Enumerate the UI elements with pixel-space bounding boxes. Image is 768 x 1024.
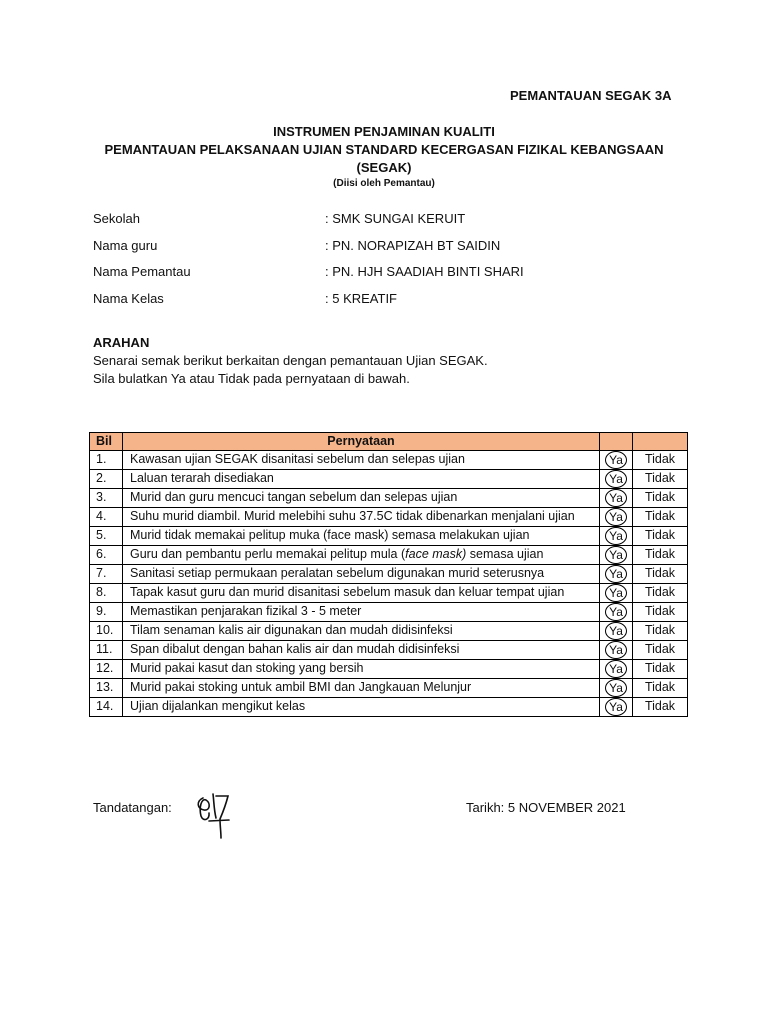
col-ya-header bbox=[600, 433, 633, 451]
tidak-option[interactable]: Tidak bbox=[633, 584, 688, 603]
title-note: (Diisi oleh Pemantau) bbox=[333, 178, 435, 189]
col-tidak-header bbox=[633, 433, 688, 451]
ya-option[interactable]: Ya bbox=[605, 584, 627, 602]
row-number: 3. bbox=[90, 489, 123, 508]
document-code: PEMANTAUAN SEGAK 3A bbox=[510, 88, 672, 103]
tidak-option[interactable]: Tidak bbox=[633, 451, 688, 470]
pemantau-value: : PN. HJH SAADIAH BINTI SHARI bbox=[325, 264, 524, 279]
row-number: 9. bbox=[90, 603, 123, 622]
row-statement: Laluan terarah disediakan bbox=[123, 470, 600, 489]
table-row bbox=[90, 489, 688, 508]
ya-option[interactable]: Ya bbox=[605, 641, 627, 659]
row-statement: Suhu murid diambil. Murid melebihi suhu 37.5C tidak dibenarkan menjalani ujian bbox=[123, 508, 600, 527]
ya-option[interactable]: Ya bbox=[605, 527, 627, 545]
ya-option-cell[interactable] bbox=[600, 489, 633, 508]
ya-option[interactable]: Ya bbox=[605, 470, 627, 488]
ya-option[interactable]: Ya bbox=[605, 489, 627, 507]
tidak-option[interactable]: Tidak bbox=[633, 603, 688, 622]
row-statement: Murid pakai kasut dan stoking yang bersih bbox=[123, 660, 600, 679]
ya-option-cell[interactable] bbox=[600, 584, 633, 603]
statement-text-pre: Guru dan pembantu perlu memakai pelitup mula ( bbox=[130, 547, 406, 561]
ya-option-cell[interactable] bbox=[600, 679, 633, 698]
table-row bbox=[90, 603, 688, 622]
table-row bbox=[90, 698, 688, 717]
guru-value: : PN. NORAPIZAH BT SAIDIN bbox=[325, 238, 501, 253]
ya-option-cell[interactable] bbox=[600, 546, 633, 565]
row-number: 4. bbox=[90, 508, 123, 527]
table-row bbox=[90, 451, 688, 470]
row-number: 10. bbox=[90, 622, 123, 641]
table-row bbox=[90, 546, 688, 565]
row-statement: Murid pakai stoking untuk ambil BMI dan Jangkauan Melunjur bbox=[123, 679, 600, 698]
table-row bbox=[90, 584, 688, 603]
instructions bbox=[93, 334, 488, 388]
ya-option-cell[interactable] bbox=[600, 622, 633, 641]
signature-image bbox=[193, 788, 237, 845]
row-number: 11. bbox=[90, 641, 123, 660]
ya-option[interactable]: Ya bbox=[605, 603, 627, 621]
ya-option-cell[interactable] bbox=[600, 641, 633, 660]
table-row bbox=[90, 660, 688, 679]
instructions-line-2: Sila bulatkan Ya atau Tidak pada pernyataan di bawah. bbox=[93, 371, 410, 386]
row-statement: Murid tidak memakai pelitup muka (face mask) semasa melakukan ujian bbox=[123, 527, 600, 546]
table-row bbox=[90, 565, 688, 584]
tidak-option[interactable]: Tidak bbox=[633, 527, 688, 546]
ya-option[interactable]: Ya bbox=[605, 698, 627, 716]
table-header-row bbox=[90, 433, 688, 451]
table-row bbox=[90, 527, 688, 546]
ya-option-cell[interactable] bbox=[600, 565, 633, 584]
guru-label: Nama guru bbox=[93, 238, 158, 253]
statement-text-italic: face mask) bbox=[405, 547, 467, 561]
table-row bbox=[90, 508, 688, 527]
tidak-option[interactable]: Tidak bbox=[633, 622, 688, 641]
row-statement: Murid dan guru mencuci tangan sebelum dan selepas ujian bbox=[123, 489, 600, 508]
tidak-option[interactable]: Tidak bbox=[633, 641, 688, 660]
table-row bbox=[90, 641, 688, 660]
ya-option[interactable]: Ya bbox=[605, 565, 627, 583]
ya-option-cell[interactable] bbox=[600, 508, 633, 527]
statement-text-post: semasa ujian bbox=[466, 547, 544, 561]
table-row bbox=[90, 622, 688, 641]
row-statement: Tapak kasut guru dan murid disanitasi sebelum masuk dan keluar tempat ujian bbox=[123, 584, 600, 603]
kelas-label: Nama Kelas bbox=[93, 291, 164, 306]
table-row bbox=[90, 470, 688, 489]
row-number: 7. bbox=[90, 565, 123, 584]
sekolah-label: Sekolah bbox=[93, 211, 140, 226]
row-statement: Ujian dijalankan mengikut kelas bbox=[123, 698, 600, 717]
ya-option[interactable]: Ya bbox=[605, 508, 627, 526]
instructions-title: ARAHAN bbox=[93, 335, 150, 350]
row-number: 2. bbox=[90, 470, 123, 489]
row-number: 5. bbox=[90, 527, 123, 546]
title-line-1: INSTRUMEN PENJAMINAN KUALITI bbox=[273, 124, 495, 139]
col-bil-header: Bil bbox=[90, 433, 123, 451]
tidak-option[interactable]: Tidak bbox=[633, 698, 688, 717]
row-statement: Memastikan penjarakan fizikal 3 - 5 meter bbox=[123, 603, 600, 622]
ya-option[interactable]: Ya bbox=[605, 546, 627, 564]
row-number: 1. bbox=[90, 451, 123, 470]
row-statement: Tilam senaman kalis air digunakan dan mudah didisinfeksi bbox=[123, 622, 600, 641]
row-number: 14. bbox=[90, 698, 123, 717]
ya-option[interactable]: Ya bbox=[605, 660, 627, 678]
row-number: 13. bbox=[90, 679, 123, 698]
pemantau-label: Nama Pemantau bbox=[93, 264, 191, 279]
ya-option[interactable]: Ya bbox=[605, 451, 627, 469]
tidak-option[interactable]: Tidak bbox=[633, 679, 688, 698]
ya-option-cell[interactable] bbox=[600, 698, 633, 717]
instructions-line-1: Senarai semak berikut berkaitan dengan pemantauan Ujian SEGAK. bbox=[93, 353, 488, 368]
row-number: 8. bbox=[90, 584, 123, 603]
table-row bbox=[90, 679, 688, 698]
tidak-option[interactable]: Tidak bbox=[633, 508, 688, 527]
ya-option-cell[interactable] bbox=[600, 603, 633, 622]
tidak-option[interactable]: Tidak bbox=[633, 546, 688, 565]
ya-option-cell[interactable] bbox=[600, 660, 633, 679]
tidak-option[interactable]: Tidak bbox=[633, 489, 688, 508]
ya-option-cell[interactable] bbox=[600, 527, 633, 546]
ya-option-cell[interactable] bbox=[600, 451, 633, 470]
row-statement bbox=[123, 546, 600, 565]
ya-option[interactable]: Ya bbox=[605, 679, 627, 697]
kelas-value: : 5 KREATIF bbox=[325, 291, 397, 306]
row-number: 12. bbox=[90, 660, 123, 679]
row-statement: Kawasan ujian SEGAK disanitasi sebelum dan selepas ujian bbox=[123, 451, 600, 470]
title-line-3: (SEGAK) bbox=[356, 160, 412, 175]
tidak-option[interactable]: Tidak bbox=[633, 470, 688, 489]
row-statement: Sanitasi setiap permukaan peralatan sebelum digunakan murid seterusnya bbox=[123, 565, 600, 584]
row-statement: Span dibalut dengan bahan kalis air dan mudah didisinfeksi bbox=[123, 641, 600, 660]
ya-option[interactable]: Ya bbox=[605, 622, 627, 640]
tidak-option[interactable]: Tidak bbox=[633, 565, 688, 584]
date-label: Tarikh: 5 NOVEMBER 2021 bbox=[466, 800, 626, 815]
col-pernyataan-header: Pernyataan bbox=[123, 433, 600, 451]
ya-option-cell[interactable] bbox=[600, 470, 633, 489]
row-number: 6. bbox=[90, 546, 123, 565]
sekolah-value: : SMK SUNGAI KERUIT bbox=[325, 211, 466, 226]
signature-label: Tandatangan: bbox=[93, 800, 172, 815]
title-line-2: PEMANTAUAN PELAKSANAAN UJIAN STANDARD KECERGASAN FIZIKAL KEBANGSAAN bbox=[104, 142, 664, 157]
tidak-option[interactable]: Tidak bbox=[633, 660, 688, 679]
checklist-table bbox=[89, 432, 688, 717]
